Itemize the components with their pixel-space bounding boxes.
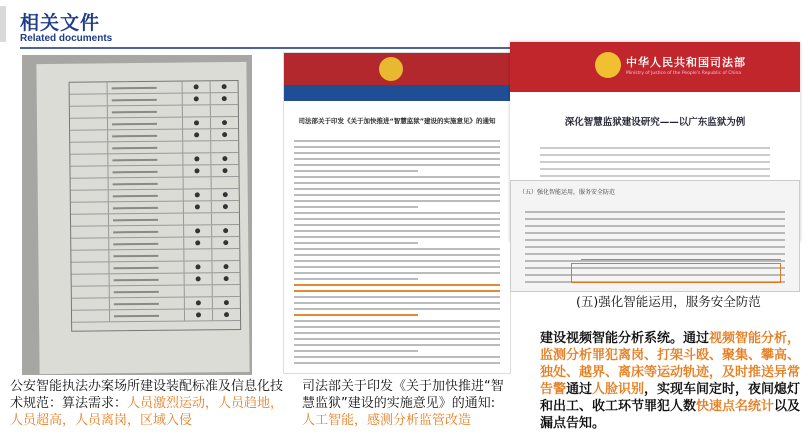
standard-caption-highlight: 人员激烈运动，人员趋地，人员超高，人员离岗，区域入侵 xyxy=(10,396,284,428)
text-line xyxy=(294,176,500,178)
national-emblem-icon xyxy=(379,57,403,81)
text-line xyxy=(525,225,785,227)
ministry-name-en: Ministry of Justice of the People's Republic of China xyxy=(626,71,742,76)
text-line xyxy=(294,242,418,244)
desc-text-2: 通过 xyxy=(566,382,593,397)
text-line xyxy=(294,326,500,328)
text-line xyxy=(540,168,770,170)
desc-text-1: 建设视频智能分析系统。通过 xyxy=(540,331,710,346)
text-line xyxy=(540,175,770,177)
text-line xyxy=(294,338,500,340)
desc-highlight-2: 人脸识别 xyxy=(592,382,645,397)
text-line xyxy=(294,248,500,250)
text-line xyxy=(294,146,500,148)
notice-caption-text: 司法部关于印发《关于加快推进“智慧监狱”建设的实施意见》的通知: xyxy=(302,379,504,411)
desc-text-4: 以及漏点告知。 xyxy=(540,399,801,431)
text-line xyxy=(540,154,770,156)
text-line xyxy=(294,350,418,352)
standard-document-photo xyxy=(22,55,252,375)
text-line xyxy=(294,320,500,322)
text-line xyxy=(294,314,418,316)
requirements-table xyxy=(69,80,242,332)
site-banner xyxy=(284,53,510,85)
text-line xyxy=(294,290,500,292)
text-line xyxy=(525,232,785,234)
text-line xyxy=(525,218,785,220)
text-line xyxy=(294,278,418,280)
text-line xyxy=(294,284,500,286)
text-line xyxy=(525,260,785,262)
text-line xyxy=(294,260,500,262)
text-line xyxy=(294,254,500,256)
text-line xyxy=(540,161,770,163)
text-line xyxy=(294,194,500,196)
notice-meta xyxy=(284,130,510,136)
report-excerpt xyxy=(510,180,800,292)
ministry-name: 中华人民共和国司法部 xyxy=(626,56,746,69)
text-line xyxy=(294,224,500,226)
text-line xyxy=(294,296,500,298)
excerpt-highlight-box xyxy=(571,263,781,283)
excerpt-underline xyxy=(581,259,781,260)
site-nav xyxy=(284,85,510,101)
text-line xyxy=(540,147,770,149)
ministry-notice-screenshot xyxy=(283,52,511,374)
text-line xyxy=(525,211,785,213)
desc-highlight-3: 快速点名统计 xyxy=(696,399,775,414)
text-line xyxy=(294,272,500,274)
text-line xyxy=(294,164,500,166)
desc-highlight-1: 视频智能分析，监测分析罪犯离岗、打架斗殴、聚集、攀高、独处、越界、离床等运动轨迹，及时推送异常告警 xyxy=(540,331,801,397)
text-line xyxy=(294,206,418,208)
excerpt-section-head: （五）强化智能运用，服务安全防范 xyxy=(519,189,616,196)
desc-text-3: ，实现车间定时，夜间熄灯和出工、收工环节罪犯人数 xyxy=(540,382,801,414)
notice-body xyxy=(284,140,510,364)
standard-caption xyxy=(10,378,290,429)
text-line xyxy=(525,246,785,248)
text-line xyxy=(294,212,500,214)
notice-title: 司法部关于印发《关于加快推进“智慧监狱”建设的实施意见》的通知 xyxy=(298,117,496,125)
text-line xyxy=(294,152,500,154)
page-title: 相关文件 xyxy=(20,12,101,34)
text-line xyxy=(294,158,500,160)
text-line xyxy=(525,253,785,255)
text-line xyxy=(294,140,500,142)
text-line xyxy=(294,200,500,202)
text-line xyxy=(294,302,500,304)
report-title: 深化智慧监狱建设研究——以广东监狱为例 xyxy=(564,117,746,128)
text-line xyxy=(294,344,500,346)
notice-caption-highlight: 人工智能，感测分析监管改造 xyxy=(302,413,472,428)
text-line xyxy=(294,218,500,220)
text-line xyxy=(294,170,418,172)
standard-caption-text: 公安智能执法办案场所建设装配标准及信息化技术规范：算法需求： xyxy=(10,379,284,411)
text-line xyxy=(525,239,785,241)
national-emblem-icon xyxy=(595,52,621,78)
text-line xyxy=(294,332,500,334)
system-description xyxy=(540,330,802,432)
text-line xyxy=(294,266,500,268)
text-line xyxy=(294,362,500,364)
report-caption: (五)强化智能运用，服务安全防范 xyxy=(576,294,761,309)
text-line xyxy=(294,236,500,238)
ministry-banner xyxy=(510,42,800,92)
text-line xyxy=(294,230,500,232)
text-line xyxy=(294,188,500,190)
table-row xyxy=(72,309,240,323)
paper-sheet xyxy=(36,62,249,374)
text-line xyxy=(294,308,500,310)
text-line xyxy=(294,182,500,184)
text-line xyxy=(294,356,500,358)
header-accent-bar xyxy=(0,6,6,42)
notice-caption xyxy=(302,378,512,429)
page-subtitle: Related documents xyxy=(20,33,113,44)
